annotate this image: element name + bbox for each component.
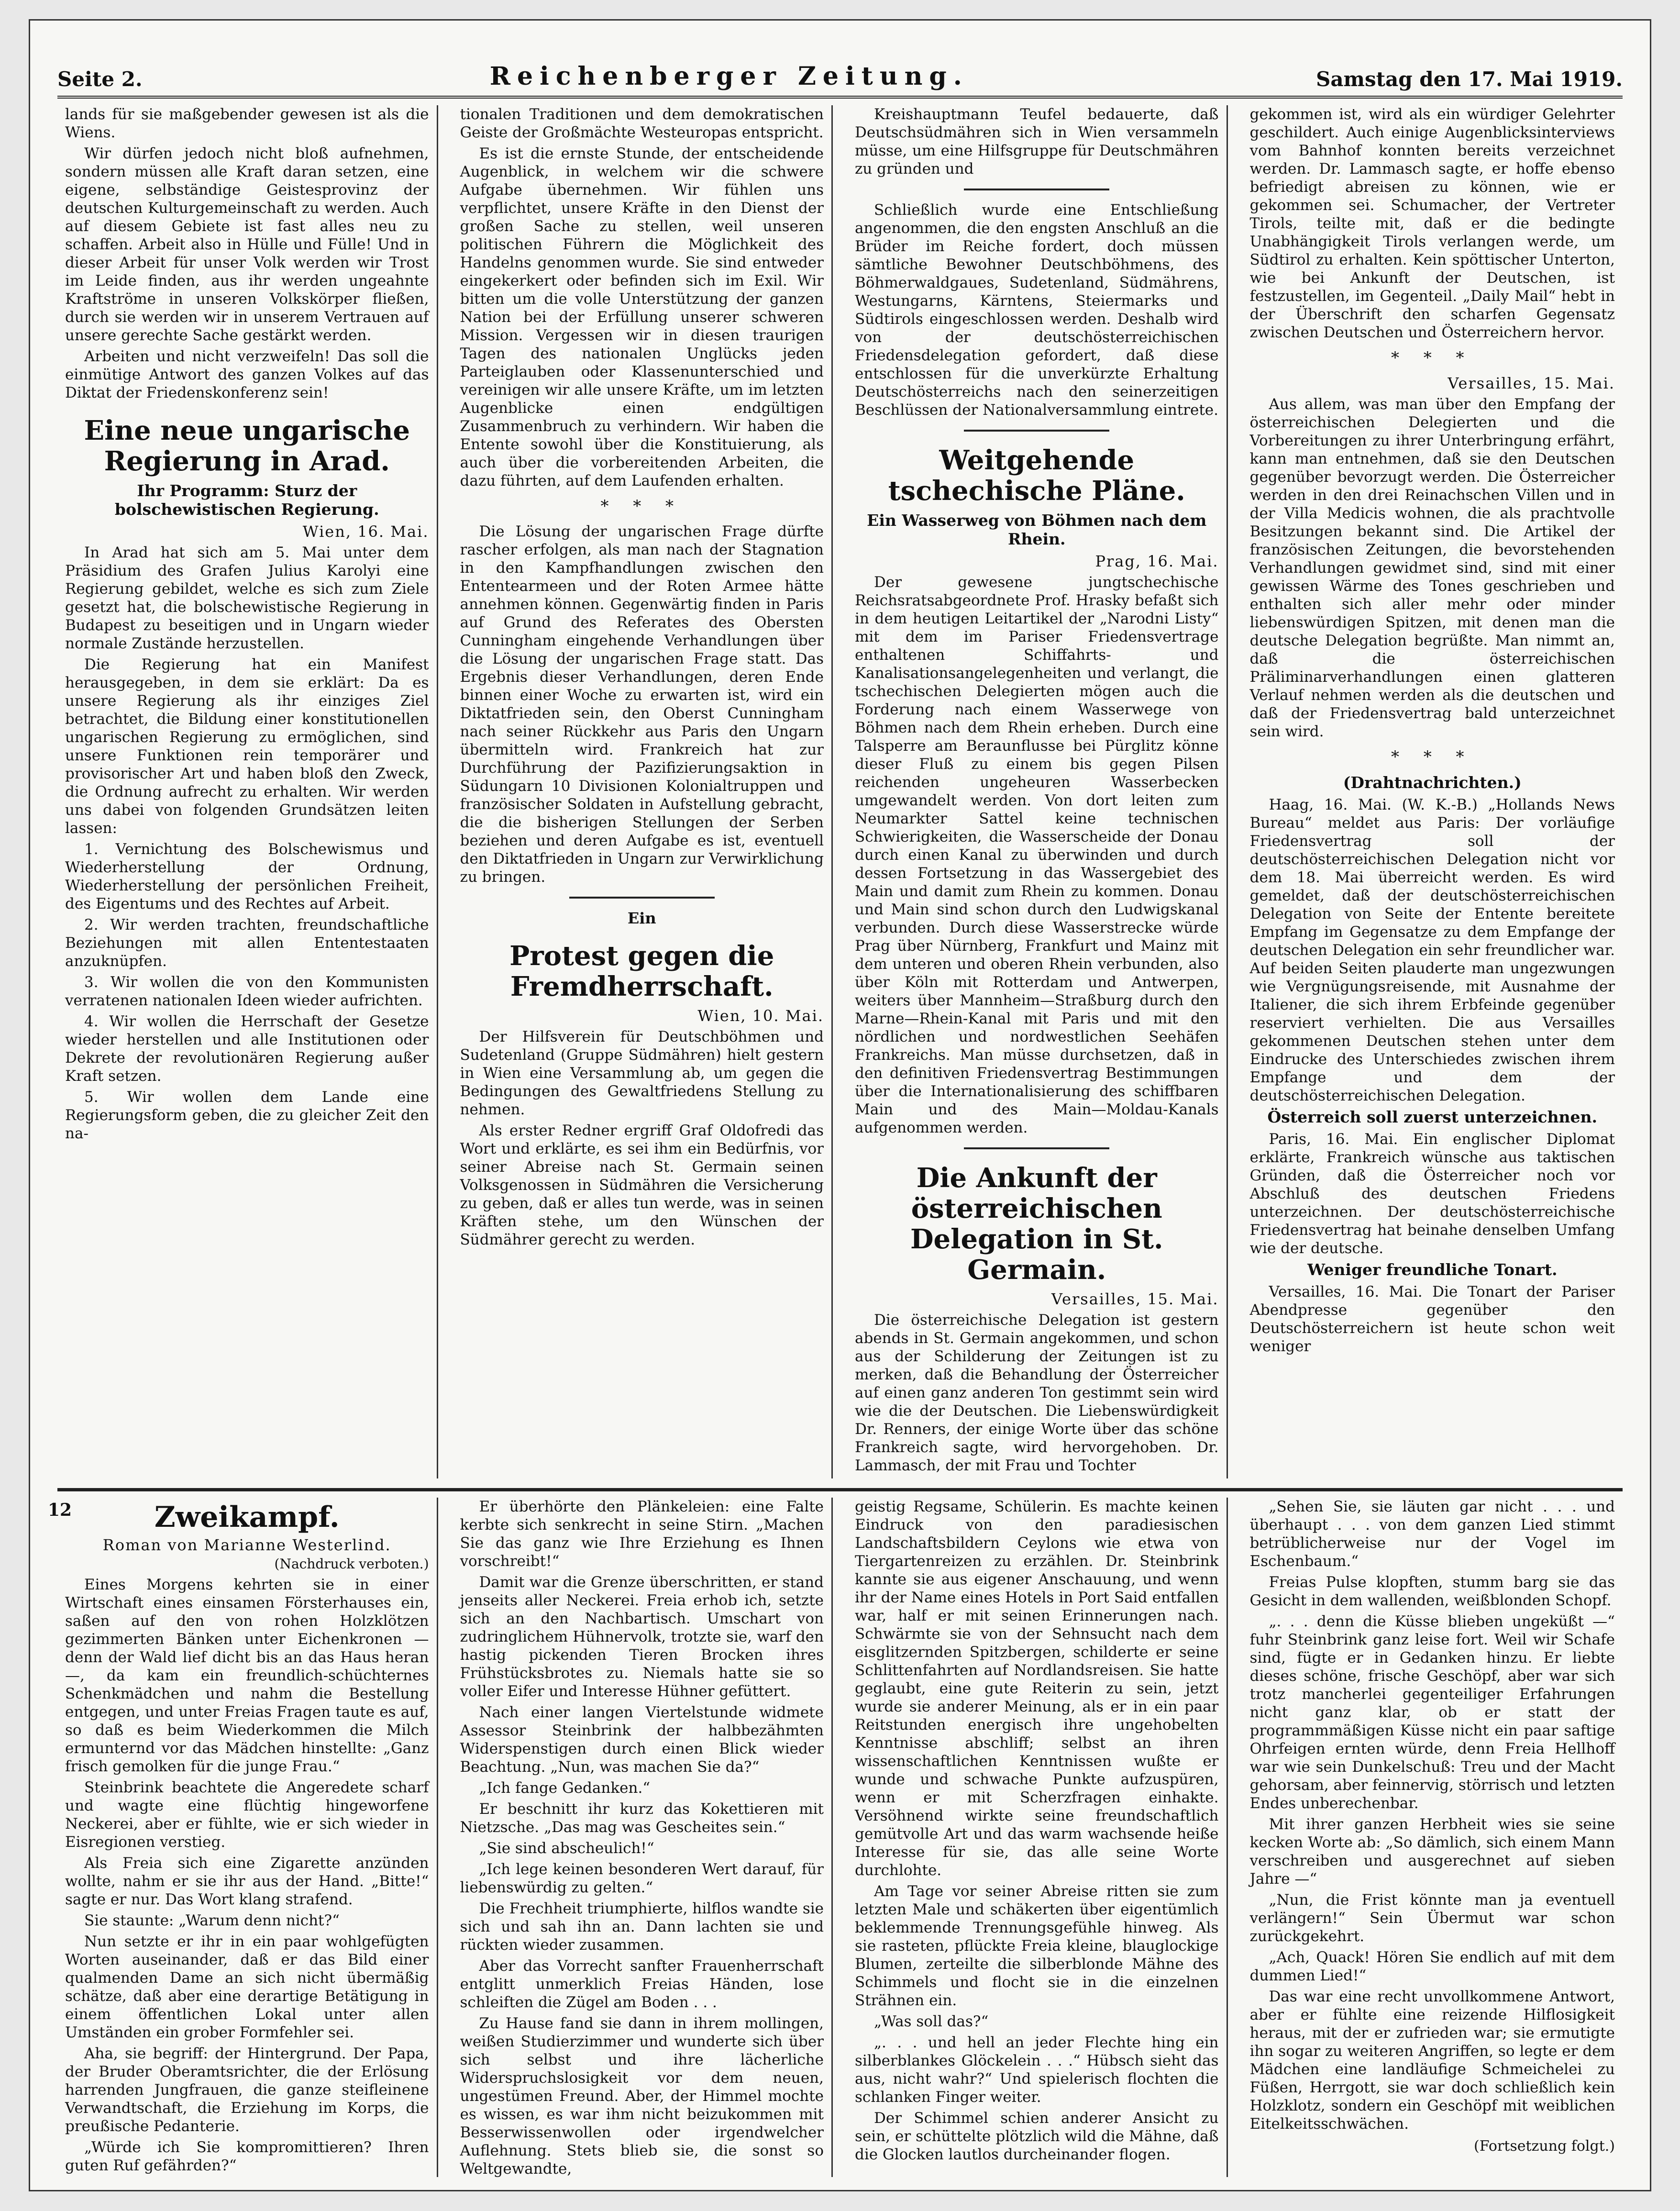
paragraph: Kreishauptmann Teufel bedauerte, daß Deutschsüdmähren sich in Wien versammeln müsse, um eine Hilfsgruppe für Deutschmähren zu gründen und [855,106,1219,178]
paragraph: „Ach, Quack! Hören Sie endlich auf mit dem dummen Lied!“ [1249,1949,1615,1984]
paragraph: „Sie sind abscheulich!“ [479,1840,654,1857]
divider [964,189,1109,190]
feuilleton-section [57,1498,1623,2177]
paragraph: Er überhörte den Plänkeleien: eine Falte kerbte sich senkrecht in seine Stirn. „Machen Sie das ganz wie Ihre Erziehung es Ihnen vorschreibt!“ [460,1498,824,1570]
paragraph: Die österreichische Delegation ist gestern abends in St. Germain angekommen, und schon aus der Schilderung der Zeitungen ist zu merken, daß die Behandlung der Österreicher auf einen ganz anderen Ton gestimmt sein wird wie die der Deutschen. Die Liebenswürdigkeit Dr. Renners, der einige Worte über das schöne Frankreich sagte, wird hervorgehoben. Dr. Lammasch, der mit Frau und Tochter [855,1311,1219,1474]
dateline: Wien, 16. Mai. [302,522,429,541]
paragraph: Zu Hause fand sie dann in ihrem mollingen, weißen Studierzimmer und wunderte sich über sich selbst und ihre lächerliche Widerspruchslosigkeit vor dem neuen, ungestümen Freund. Aber, der Himmel mochte es wissen, es war ihm nicht beizukommen mit Besserwissenwollen oder irgendwelcher Auflehnung. Stets blieb sie, die sonst so Weltgewandte, [460,2015,824,2177]
paragraph: Am Tage vor seiner Abreise ritten sie zum letzten Male und schäkerten über eigentümlich beklemmende Trennungsgefühle hinweg. Als sie rasteten, pflückte Freia kleine, blauglockige Blumen, zerteilte die silberblonde Mähne des Schimmels und flocht sie in die einzelnen Strähnen ein. [855,1883,1219,2009]
paragraph: Es ist die ernste Stunde, der entscheidende Augenblick, in welchem wir die schwere Aufgabe übernehmen. Wir fühlen uns verpflichtet, unsere Kräfte in den Dienst der großen Sache zu stellen, weil unseren politischen Führern die Möglichkeit des Handelns genommen wurde. Sie sind entweder eingekerkert oder befinden sich im Exil. Wir bitten um die volle Unterstützung der ganzen Nation bei der Erfüllung unserer schweren Mission. Vergessen wir in diesen traurigen Tagen des nationalen Unglücks jeden Parteiglauben oder Klassenunterschied und vereinigen wir alle unsere Kräfte, um im letzten Augenblicke einen endgültigen Zusammenbruch zu verhindern. Wir haben die Entente sowohl über die Konstituierung, als auch über die vorbereitenden Arbeiten, die dazu führten, auf dem Laufenden erhalten. [460,145,824,489]
paragraph: Wir dürfen jedoch nicht bloß aufnehmen, sondern müssen alle Kraft daran setzen, eine eigene, selbständige Geistesprovinz der deutschen Kulturgemeinschaft zu werden. Auch auf diesem Gebiete ist fast alles neu zu schaffen. Arbeit also in Hülle und Fülle! Und in dieser Arbeit für unser Volk werden wir Trost im Leide finden, aus ihr werden ungeahnte Kraftströme in unseren Volkskörper fließen, durch sie werden wir in unserem Vertrauen auf unsere gerechte Sache gestärkt werden. [65,145,429,344]
paragraph: In Arad hat sich am 5. Mai unter dem Präsidium des Grafen Julius Karolyi eine Regierung gebildet, welche es sich zum Ziele gesetzt hat, die bolschewistische Regierung in Budapest zu beseitigen und in Ungarn wieder normale Zustände herzustellen. [65,544,429,652]
article-subhead: Ein Wasserweg von Böhmen nach dem Rhein. [867,511,1207,548]
feuilleton-column-4 [1242,1498,1623,2177]
to-be-continued: (Fortsetzung folgt.) [1474,2138,1615,2155]
paragraph: 3. Wir wollen die von den Kommunisten verratenen nationalen Ideen wieder aufrichten. [65,974,429,1009]
divider [569,897,715,899]
paragraph: „Ich lege keinen besonderen Wert darauf, für liebenswürdig zu gelten.“ [460,1861,824,1896]
feuilleton-column-3 [847,1498,1228,2177]
column-1 [57,105,438,1478]
article-kicker: Ein [627,909,656,927]
issue-date: Samstag den 17. Mai 1919. [1316,67,1623,91]
column-4 [1242,105,1623,1478]
paragraph: Nun setzte er ihr in ein paar wohlgefügten Worten auseinander, daß er das Bild einer qualmenden Dame an sich nicht übermäßig schätze, daß aber eine derartige Betätigung in einem öffentlichen Lokal unter allen Umständen ein grober Formfehler sei. [65,1933,429,2041]
paragraph: Damit war die Grenze überschritten, er stand jenseits aller Neckerei. Freia erhob ich, setzte sich an den Nachbartisch. Umschart von zudringlichem Hühnervolk, trotzte sie, warf den hastig pickenden Tieren Brocken ihres Frühstücksbrotes zu. Niemals hatte sie so voller Eifer und Interesse Hühner gefüttert. [460,1574,824,1700]
paragraph: „. . . und hell an jeder Flechte hing ein silberblankes Glöckelein . . .“ Hübsch sieht das aus, nicht wahr?“ Und spielerisch flochten die schlanken Finger weiter. [855,2034,1219,2106]
column-2 [453,105,833,1478]
article-headline: Eine neue ungarische Regierung in Arad. [84,415,410,477]
masthead [57,53,1623,99]
dateline: Prag, 16. Mai. [1095,552,1219,570]
paragraph: Die Regierung hat ein Manifest herausgegeben, in dem sie erklärt: Da es unsere Regierung als ihr einziges Ziel betrachtet, die Bildung einer konstitutionellen ungarischen Regierung zu ermöglichen, sind unsere Funktionen rein temporärer und provisorischer Art und haben bloß den Zweck, die Ordnung aufrecht zu erhalten. Wir werden uns dabei von folgenden Grundsätzen leiten lassen: [65,656,429,837]
paragraph: „Sehen Sie, sie läuten gar nicht . . . und überhaupt . . . von dem ganzen Lied stimmt betrüblicherweise nur der Vogel im Eschenbaum.“ [1249,1498,1615,1570]
dateline: Versailles, 15. Mai. [1448,374,1615,392]
paragraph: Arbeiten und nicht verzweifeln! Das soll die einmütige Antwort des ganzen Volkes auf das Diktat der Friedenskonferenz sein! [65,348,429,401]
paragraph: Haag, 16. Mai. (W. K.-B.) „Hollands News Bureau“ meldet aus Paris: Der vorläufige Friedensvertrag soll der deutschösterreichischen Delegation nicht vor dem 18. Mai überreicht werden. Es wird gemeldet, daß der deutschösterreichischen Delegation von Seite der Entente bereitete Empfang im Gegensatze zu dem Empfange der deutschen Delegation ein sehr freundlicher war. Auf beiden Seiten plauderte man ungezwungen wie Vergnügungsreisende, mit Ausnahme der Italiener, die sich ihrem Erbfeinde gegenüber reserviert verhielten. Die aus Versailles gekommenen Deutschen stehen unter dem Eindrucke des Unterschiedes zwischen ihrem Empfange und dem der deutschösterreichischen Delegation. [1249,796,1615,1104]
article-subhead: Ihr Programm: Sturz der bolschewistischen Regierung. [114,481,379,519]
feuilleton-column-2 [453,1498,833,2177]
article-subhead: Österreich soll zuerst unterzeichnen. [1267,1108,1597,1126]
paragraph: Als erster Redner ergriff Graf Oldofredi das Wort und erklärte, es sei ihm ein Bedürfnis, vor seiner Abreise nach St. Germain seinen Volksgenossen in Südmähren die Versicherung zu geben, daß er alles tun werde, was in seinen Kräften stehe, um den Wünschen der Südmährer gerecht zu werden. [460,1122,824,1248]
paragraph: „Würde ich Sie kompromittieren? Ihren guten Ruf gefährden?“ [65,2139,429,2174]
paragraph: Steinbrink beachtete die Angeredete scharf und wagte eine flüchtig hingeworfene Neckerei, aber er fühlte, wie er sich wieder in Eisregionen verstieg. [65,1779,429,1851]
paragraph: 5. Wir wollen dem Lande eine Regierungsform geben, die zu gleicher Zeit den na- [65,1089,429,1142]
feuilleton-page-number: 12 [48,1500,72,1520]
paragraph: gekommen ist, wird als ein würdiger Gelehrter geschildert. Auch einige Augenblicksinterviews vom Bahnhof konnten bereits verzeichnet werden. Dr. Lammasch sagte, er hoffe ebenso befriedigt abreisen zu können, wie er gekommen sei. Schumacher, der Vertreter Tirols, teilte mit, daß er die bedingte Unabhängigkeit Tirols verlangen werde, um Südtirol zu erhalten. Kein spöttischer Unterton, wie bei Ankunft der Deutschen, ist festzustellen, im Gegenteil. „Daily Mail“ hebt in der Überschrift den scharfen Gegensatz zwischen Deutschen und Österreichern hervor. [1249,106,1615,341]
paragraph: Freias Pulse klopften, stumm barg sie das Gesicht in dem wallenden, weißblonden Schopf. [1249,1574,1615,1609]
paragraph: Das war eine recht unvollkommene Antwort, aber er fühlte eine reizende Hilflosigkeit heraus, mit der er zufrieden war; sie ermutigte ihn sogar zu weiteren Angriffen, so legte er dem Mädchen eine landläufige Schmeichelei zu Füßen, Herrgott, sie war doch schließlich kein Holzklotz, sondern ein Geschöpf mit weiblichen Eitelkeitsschwächen. [1249,1988,1615,2133]
news-section [57,105,1623,1478]
paragraph: Der Schimmel schien anderer Ansicht zu sein, er schüttelte plötzlich wild die Mähne, daß die Glocken lautlos durcheinander flogen. [855,2110,1219,2163]
paragraph: „Ich fange Gedanken.“ [479,1779,651,1797]
feuilleton-column-1 [57,1498,438,2177]
paragraph: „Nun, die Frist könnte man ja eventuell verlängern!“ Sein Übermut war schon zurückgekehrt. [1249,1891,1615,1945]
paragraph: Sie staunte: „Warum denn nicht?“ [84,1912,340,1929]
wire-note: (Drahtnachrichten.) [1343,773,1522,792]
paragraph: Er beschnitt ihr kurz das Kokettieren mit Nietzsche. „Das mag was Gescheites sein.“ [460,1800,824,1836]
feuilleton-divider [57,1488,1623,1491]
paragraph: „Was soll das?“ [874,2013,989,2030]
dateline: Wien, 10. Mai. [697,1007,824,1025]
paragraph: Aus allem, was man über den Empfang der österreichischen Delegierten und die Vorbereitungen zu ihrer Unterbringung erfährt, kann man entnehmen, daß sie den Deutschen gegenüber bevorzugt werden. Die Österreicher werden in den drei Reinachschen Villen und in der Villa Medicis wohnen, die als prachtvolle Besitzungen bekannt sind. Die Artikel der französischen Zeitungen, die bevorstehenden Verhandlungen gewidmet sind, sind mit einer gewissen Wärme des Tones geschrieben und enthalten sich aller mehr oder minder liebenswürdigen Spitzen, mit denen man die deutsche Delegation begrüßte. Man nimmt an, daß die österreichischen Präliminarverhandlungen einen glatteren Verlauf nehmen werden als die deutschen und daß der Friedensvertrag bald unterzeichnet sein wird. [1249,396,1615,740]
paragraph: Die Lösung der ungarischen Frage dürfte rascher erfolgen, als man nach der Stagnation in den Kampfhandlungen zwischen den Ententearmeen und der Roten Armee hätte annehmen können. Gegenwärtig finden in Paris auf Grund des Referates des Obersten Cunningham eingehende Verhandlungen über die Lösung der ungarischen Frage statt. Das Ergebnis dieser Verhandlungen, deren Ende binnen einer Woche zu erwarten ist, wird ein Diktatfrieden sein, den Oberst Cunningham nach seiner Rückkehr aus Paris den Ungarn übermitteln wird. Frankreich hat zur Durchführung der Pazifizierungsaktion in Südungarn 10 Divisionen Kolonialtruppen und französischer Soldaten in Aufstellung gebracht, die die bisherigen Stellungen der Serben beziehen und deren Aufgabe es ist, eventuell den Diktatfrieden in Ungarn zur Verwirklichung zu bringen. [460,523,824,886]
article-headline: Die Ankunft der österreichischen Delegation in St. Germain. [910,1162,1163,1286]
separator-stars: * * * [1391,348,1474,367]
paragraph: tionalen Traditionen und dem demokratischen Geiste der Großmächte Westeuropas entspricht. [460,106,824,141]
newspaper-title: Reichenberger Zeitung. [489,62,969,91]
article-subhead: Weniger freundliche Tonart. [1307,1260,1558,1279]
dateline: Versailles, 15. Mai. [1051,1290,1219,1308]
paragraph: 2. Wir werden trachten, freundschaftliche Beziehungen mit allen Ententestaaten anzuknüpfen. [65,916,429,970]
paragraph: Paris, 16. Mai. Ein englischer Diplomat erklärte, Frankreich wünsche aus taktischen Gründen, daß die Österreicher noch vor Abschluß des deutschen Friedens unterzeichnen. Der deutschösterreichische Friedensvertrag hat beinahe denselben Umfang wie der deutsche. [1249,1131,1615,1257]
paragraph: Aber das Vorrecht sanfter Frauenherrschaft entglitt unmerklich Freias Händen, lose schleiften die Zügel am Boden . . . [460,1957,824,2011]
article-headline: Protest gegen die Fremdherrschaft. [509,940,774,1002]
paragraph: Die Frechheit triumphierte, hilflos wandte sie sich und sah ihn an. Dann lachten sie und rückten wieder zusammen. [460,1900,824,1954]
paragraph: 1. Vernichtung des Bolschewismus und Wiederherstellung der Ordnung, Wiederherstellung der persönlichen Freiheit, des Eigentums und des Rechtes auf Arbeit. [65,841,429,912]
divider [964,1147,1109,1149]
paragraph: Nach einer langen Viertelstunde widmete Assessor Steinbrink der halbbezähmten Widerspenstigen durch einen Blick wieder Beachtung. „Nun, was machen Sie da?“ [460,1704,824,1776]
paragraph: lands für sie maßgebender gewesen ist als die Wiens. [65,106,429,141]
paragraph: Aha, sie begriff: der Hintergrund. Der Papa, der Bruder Oberamtsrichter, die der Erlösung harrenden Jungfrauen, die ganze steifleinene Verwandtschaft, die Erziehung im Korps, die preußische Pedanterie. [65,2045,429,2135]
reprint-note: (Nachdruck verboten.) [274,1556,429,1572]
separator-stars: * * * [600,497,684,516]
paragraph: Versailles, 16. Mai. Die Tonart der Pariser Abendpresse gegenüber den Deutschösterreichern ist heute schon weit weniger [1249,1283,1615,1355]
newspaper-page [29,19,1651,2191]
paragraph: „. . . denn die Küsse blieben ungeküßt —“ fuhr Steinbrink ganz leise fort. Weil wir Schafe sind, fügte er in Gedanken hinzu. Er liebte dieses schöne, frische Geschöpf, aber war sich trotz mancherlei gegenteiliger Erfahrungen nicht ganz klar, ob er statt der programmmäßigen Küsse nicht ein paar saftige Ohrfeigen ernten würde, denn Freia Hellhoff war wie sein Dunkelschuß: Treu und der Macht gehorsam, aber feinnervig, störrisch und letzten Endes unberechenbar. [1249,1613,1615,1812]
paragraph: Eines Morgens kehrten sie in einer Wirtschaft eines einsamen Försterhauses ein, saßen auf den von rohen Holzklötzen gezimmerten Bänken unter Eichenkronen — denn der Wald lief dicht bis an das Haus heran —, da kam ein freundlich-schüchternes Schenkmädchen und nahm die Bestellung entgegen, und unter Freias Fragen taute es auf, so daß es beim Wiederkommen die Milch ermunternd vor das Mädchen hinstellte: „Ganz frisch gemolken für die junge Frau.“ [65,1576,429,1775]
separator-stars: * * * [1391,747,1474,767]
divider [964,430,1109,432]
paragraph: Mit ihrer ganzen Herbheit wies sie seine kecken Worte ab: „So dämlich, sich einem Mann verschreiben und ausgerechnet auf sieben Jahre —“ [1249,1816,1615,1888]
paragraph: 4. Wir wollen die Herrschaft der Gesetze wieder herstellen und alle Institutionen oder Dekrete der revolutionären Regierung außer Kraft setzen. [65,1013,429,1085]
paragraph: Schließlich wurde eine Entschließung angenommen, die den engsten Anschluß an die Brüder im Reiche fordert, doch müssen sämtliche Bewohner Deutschböhmens, des Böhmerwaldgaues, Sudetenland, Südmährens, Westungarns, Kärntens, Steiermarks und Südtirols eingeschlossen werden. Deshalb wird von der deutschösterreichischen Friedensdelegation gefordert, daß diese entschlossen für die unverkürzte Erhaltung Deutschösterreichs nach den seinerzeitigen Beschlüssen der Nationalversammlung eintrete. [855,201,1219,419]
column-3 [847,105,1228,1478]
article-headline: Weitgehende tschechische Pläne. [888,444,1185,507]
paragraph: Der Hilfsverein für Deutschböhmen und Sudetenland (Gruppe Südmähren) hielt gestern in Wien eine Versammlung ab, um gegen die Bedingungen des Gewaltfriedens Stellung zu nehmen. [460,1028,824,1118]
novel-title: Zweikampf. [154,1500,340,1534]
paragraph: Als Freia sich eine Zigarette anzünden wollte, nahm er sie ihr aus der Hand. „Bitte!“ sagte er nur. Das Wort klang strafend. [65,1855,429,1908]
paragraph: geistig Regsame, Schülerin. Es machte keinen Eindruck von den paradiesischen Landschaftsbildern Ceylons wie etwa von Tiergartenreizen zu erzählen. Dr. Steinbrink kannte sie aus eigener Anschauung, und wenn ihr der Name eines Hotels in Port Said entfallen war, half er mit seinen Erinnerungen nach. Schwärmte sie von der Sehnsucht nach dem eisglitzernden Spitzbergen, schilderte er seine Schlittenfahrten auf Nordlandsreisen. Sie hatte geglaubt, eine gute Reiterin zu sein, jetzt wurde sie anderer Meinung, als er in ein paar Reitstunden energisch ihre ungehobelten Kenntnisse abschliff; selbst an ihren wissenschaftlichen Kenntnissen wußte er wunde und schwache Punkte aufzuspüren, wenn er mit Scherzfragen einhakte. Versöhnend wirkte seine freundschaftlich gemütvolle Art und das warm wachsende heiße Interesse für sie, das alle seine Worte durchlohte. [855,1498,1219,1879]
page-label: Seite 2. [57,67,143,91]
paragraph: Der gewesene jungtschechische Reichsratsabgeordnete Prof. Hrasky befaßt sich in dem heutigen Leitartikel der „Narodni Listy“ mit dem im Pariser Friedensvertrage enthaltenen Schiffahrts- und Kanalisationsangelegenheiten und verlangt, die tschechischen Delegierten mögen auch die Forderung nach einem Wasserwege von Böhmen nach dem Rhein erheben. Durch eine Talsperre am Beraunflusse bei Pürglitz könne dieser Fluß zu einem bis gegen Pilsen reichenden ungeheuren Wasserbecken umgewandelt werden. Von dort leiten zum Neumarkter Sattel keine technischen Schwierigkeiten, die Wasserscheide der Donau durch einen Kanal zu überwinden und durch dessen Fortsetzung in das Wassergebiet des Main und damit zum Rhein zu kommen. Donau und Main sind schon durch den Ludwigskanal verbunden. Durch diese Wasserstrecke würde Prag über Nürnberg, Frankfurt und Mainz mit dem unteren und oberen Rhein verbunden, also über Köln mit Rotterdam und Antwerpen, weiters über Mannheim—Straßburg durch den Marne—Rhein-Kanal mit Paris und mit den nördlichen und nordwestlichen Seehäfen Frankreichs. Man müsse durchsetzen, daß in den definitiven Friedensvertrag Bestimmungen über die Internationalisierung des schiffbaren Main und des Main—Moldau-Kanals aufgenommen werden. [855,574,1219,1136]
novel-author: Roman von Marianne Westerlind. [102,1536,391,1554]
